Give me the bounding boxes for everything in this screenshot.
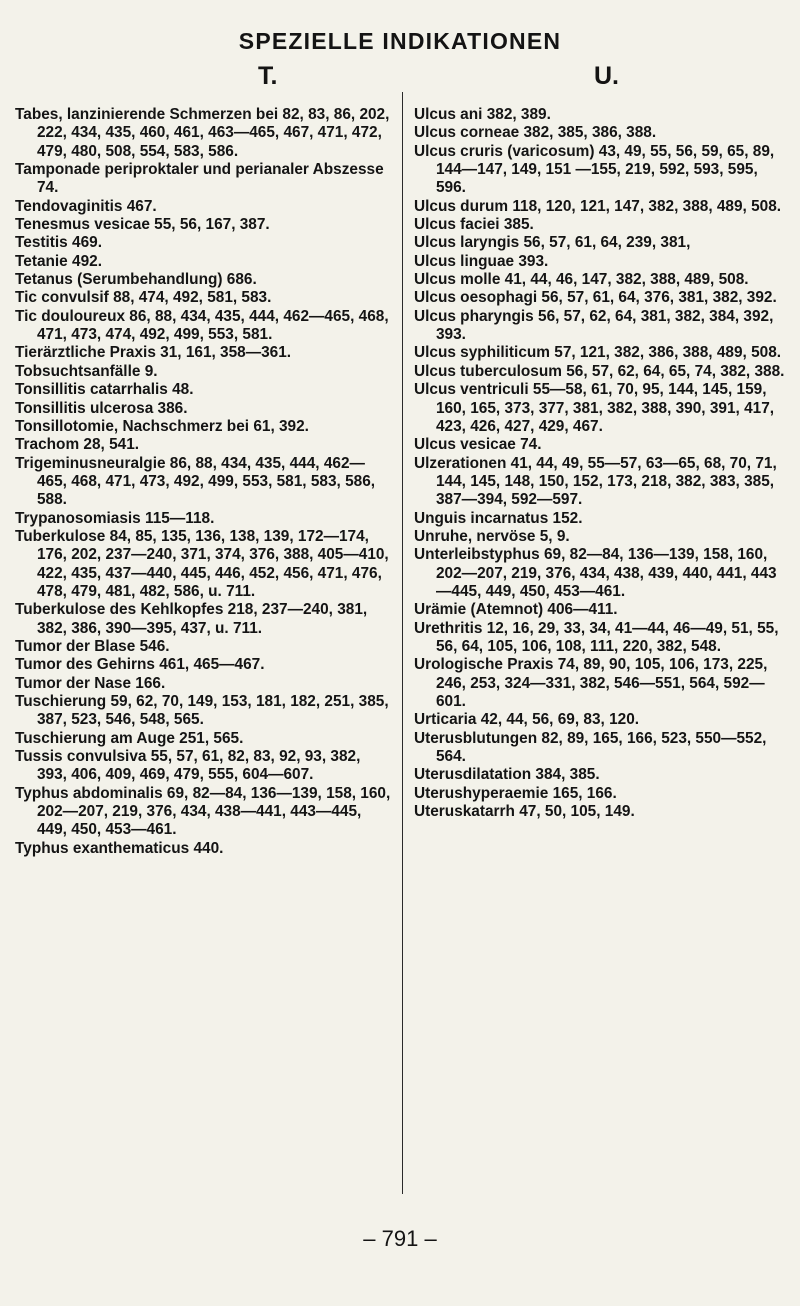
index-entry: Tussis convulsiva 55, 57, 61, 82, 83, 92, 93, 382, 393, 406, 409, 469, 479, 555, 604—607. xyxy=(15,748,361,784)
index-entry: Ulzerationen 41, 44, 49, 55—57, 63—65, 68, 70, 71, 144, 145, 148, 150, 152, 173, 218, 382, 383, 385, 387—394, 592—597. xyxy=(414,454,777,509)
index-entry: Ulcus durum 118, 120, 121, 147, 382, 388, 489, 508. xyxy=(414,197,782,215)
index-entry: Ulcus faciei 385. xyxy=(414,216,534,234)
index-entry: Uteruskatarrh 47, 50, 105, 149. xyxy=(414,803,635,821)
index-entry: Ulcus tuberculosum 56, 57, 62, 64, 65, 74, 382, 388. xyxy=(414,362,785,380)
column-divider xyxy=(402,92,403,1194)
index-entry: Ulcus ventriculi 55—58, 61, 70, 95, 144, 145, 159, 160, 165, 373, 377, 381, 382, 388, 390, 391, 417, 423, 426, 427, 429, 467. xyxy=(414,381,775,435)
index-entry: Tendovaginitis 467. xyxy=(15,197,157,215)
index-entry: Tuberkulose 84, 85, 135, 136, 138, 139, 172—174, 176, 202, 237—240, 371, 374, 376, 388, 405—410, 422, 435, 437—440, 445, 446, 452, 456, 471, 476, 478, 479, 481, 482, 586, u. 711. xyxy=(15,527,389,600)
index-entry: Ulcus syphiliticum 57, 121, 382, 386, 388, 489, 508. xyxy=(414,344,782,362)
index-entry: Tumor der Blase 546. xyxy=(15,637,170,655)
index-entry: Urethritis 12, 16, 29, 33, 34, 41—44, 46—49, 51, 55, 56, 64, 105, 106, 108, 111, 220, 382, 548. xyxy=(414,619,779,655)
section-letter-u: U. xyxy=(594,62,619,90)
page-number: – 791 – xyxy=(363,1226,437,1251)
index-entry: Ulcus cruris (varicosum) 43, 49, 55, 56, 59, 65, 89, 144—147, 149, 151 —155, 219, 592, 593, 595, 596. xyxy=(414,142,775,197)
index-entry: Uterusdilatation 384, 385. xyxy=(414,766,600,784)
index-entry: Trachom 28, 541. xyxy=(15,436,140,454)
index-entry: Tuberkulose des Kehlkopfes 218, 237—240, 381, 382, 386, 390—395, 437, u. 711. xyxy=(15,601,368,637)
index-entry: Tierärztliche Praxis 31, 161, 358—361. xyxy=(15,344,292,362)
index-entry: Testitis 469. xyxy=(15,234,102,252)
index-entry: Tuschierung am Auge 251, 565. xyxy=(15,729,244,747)
index-entry: Ulcus linguae 393. xyxy=(414,252,549,270)
index-entry: Tic convulsif 88, 474, 492, 581, 583. xyxy=(15,289,272,307)
index-column-t xyxy=(15,106,393,858)
index-entry: Trigeminusneuralgie 86, 88, 434, 435, 444, 462—465, 468, 471, 473, 492, 499, 553, 581, 583, 586, 588. xyxy=(15,454,376,509)
index-entry: Typhus exanthematicus 440. xyxy=(15,839,224,857)
index-entry: Ulcus vesicae 74. xyxy=(414,436,542,454)
index-entry: Urämie (Atemnot) 406—411. xyxy=(414,601,618,619)
index-entry: Ulcus corneae 382, 385, 386, 388. xyxy=(414,124,657,142)
index-entry: Ulcus molle 41, 44, 46, 147, 382, 388, 489, 508. xyxy=(414,271,749,289)
index-entry: Uterushyperaemie 165, 166. xyxy=(414,784,617,802)
index-entry: Tonsillotomie, Nachschmerz bei 61, 392. xyxy=(15,417,309,435)
index-entry: Tetanus (Serumbehandlung) 686. xyxy=(15,271,257,289)
index-entry: Urticaria 42, 44, 56, 69, 83, 120. xyxy=(414,711,640,729)
index-entry: Tamponade periproktaler und perianaler Abszesse 74. xyxy=(15,161,384,197)
page-header: SPEZIELLE INDIKATIONEN xyxy=(238,28,562,54)
index-column-u xyxy=(414,106,788,821)
index-entry: Unruhe, nervöse 5, 9. xyxy=(414,527,570,545)
index-entry: Ulcus ani 382, 389. xyxy=(414,106,551,123)
index-entry: Urologische Praxis 74, 89, 90, 105, 106, 173, 225, 246, 253, 324—331, 382, 546—551, 564, 592—601. xyxy=(414,656,768,710)
index-entry: Ulcus pharyngis 56, 57, 62, 64, 381, 382, 384, 392, 393. xyxy=(414,307,774,344)
index-entry: Tobsuchtsanfälle 9. xyxy=(15,362,158,380)
index-entry: Uterusblutungen 82, 89, 165, 166, 523, 550—552, 564. xyxy=(414,729,767,766)
index-entry: Trypanosomiasis 115—118. xyxy=(15,509,215,527)
index-entry: Tonsillitis catarrhalis 48. xyxy=(15,381,194,399)
index-entry: Tumor der Nase 166. xyxy=(15,674,166,692)
index-entry: Tonsillitis ulcerosa 386. xyxy=(15,399,188,417)
index-entry: Tenesmus vesicae 55, 56, 167, 387. xyxy=(15,216,270,234)
index-entry: Unterleibstyphus 69, 82—84, 136—139, 158, 160, 202—207, 219, 376, 434, 438, 439, 440, 441, 443—445, 449, 450, 453—461. xyxy=(414,546,777,600)
index-entry: Tic douloureux 86, 88, 434, 435, 444, 462—465, 468, 471, 473, 474, 492, 499, 553, 581. xyxy=(15,307,389,344)
index-entry: Tuschierung 59, 62, 70, 149, 153, 181, 182, 251, 385, 387, 523, 546, 548, 565. xyxy=(15,693,389,729)
index-entry: Tabes, lanzinierende Schmerzen bei 82, 83, 86, 202, 222, 434, 435, 460, 461, 463—465, 467, 471, 472, 479, 480, 508, 554, 583, 586. xyxy=(15,106,390,160)
index-entry: Ulcus oesophagi 56, 57, 61, 64, 376, 381, 382, 392. xyxy=(414,289,777,307)
index-entry: Typhus abdominalis 69, 82—84, 136—139, 158, 160, 202—207, 219, 376, 434, 438—441, 443—445, 449, 450, 453—461. xyxy=(15,784,391,839)
section-letter-t: T. xyxy=(258,62,278,90)
index-entry: Tetanie 492. xyxy=(15,252,102,270)
index-entry: Unguis incarnatus 152. xyxy=(414,509,583,527)
index-entry: Tumor des Gehirns 461, 465—467. xyxy=(15,656,265,674)
index-entry: Ulcus laryngis 56, 57, 61, 64, 239, 381, xyxy=(414,234,691,252)
